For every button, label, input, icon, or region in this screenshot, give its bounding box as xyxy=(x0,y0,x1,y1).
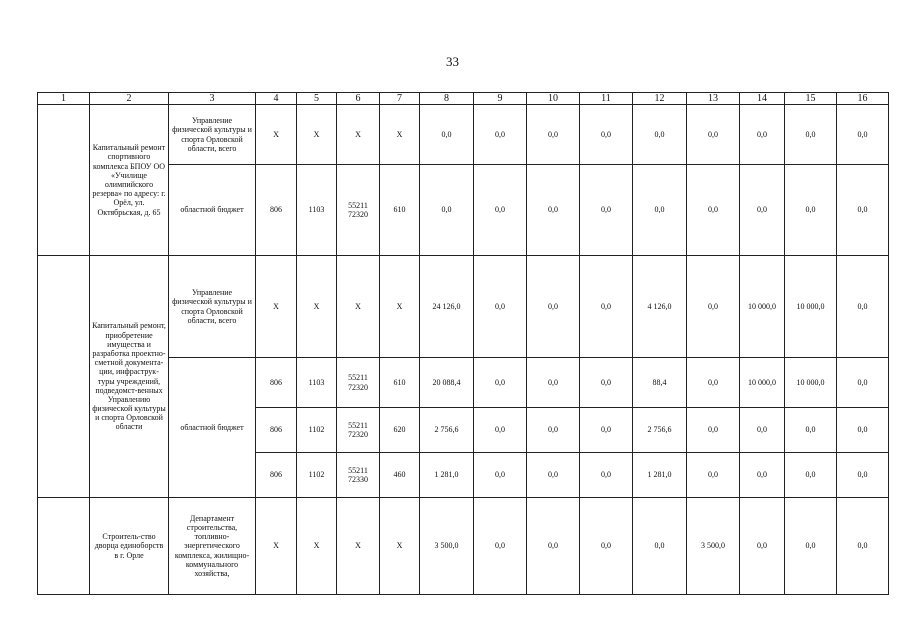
administrator-cell: Управление физической культуры и спорта Орловской области, всего xyxy=(169,256,256,358)
value-cell: 2 756,6 xyxy=(633,408,687,453)
value-cell: 0,0 xyxy=(474,165,527,256)
code-cell: X xyxy=(380,105,420,165)
value-cell: 10 000,0 xyxy=(740,358,785,408)
code-cell: 55211 72320 xyxy=(337,165,380,256)
value-cell: 0,0 xyxy=(527,165,580,256)
code-cell: 1103 xyxy=(297,165,337,256)
code-cell: X xyxy=(297,105,337,165)
value-cell: 1 281,0 xyxy=(633,453,687,498)
column-header: 7 xyxy=(380,93,420,105)
code-cell: 55211 72320 xyxy=(337,358,380,408)
value-cell: 0,0 xyxy=(580,105,633,165)
empty-cell xyxy=(38,105,90,256)
code-cell: X xyxy=(337,256,380,358)
value-cell: 0,0 xyxy=(527,498,580,595)
value-cell: 0,0 xyxy=(580,408,633,453)
administrator-cell: Департамент строительства, топливно-энергетического комплекса, жилищно-коммунального хозяйства, xyxy=(169,498,256,595)
code-cell: 1102 xyxy=(297,408,337,453)
column-header: 1 xyxy=(38,93,90,105)
value-cell: 0,0 xyxy=(740,105,785,165)
value-cell: 0,0 xyxy=(527,453,580,498)
value-cell: 4 126,0 xyxy=(633,256,687,358)
code-cell: X xyxy=(297,498,337,595)
value-cell: 0,0 xyxy=(580,453,633,498)
value-cell: 10 000,0 xyxy=(785,358,837,408)
code-cell: 806 xyxy=(256,165,297,256)
administrator-cell: областной бюджет xyxy=(169,358,256,498)
column-header: 9 xyxy=(474,93,527,105)
code-cell: 460 xyxy=(380,453,420,498)
value-cell: 0,0 xyxy=(580,165,633,256)
code-cell: X xyxy=(380,256,420,358)
column-number-row xyxy=(38,93,889,105)
column-header: 8 xyxy=(420,93,474,105)
column-header: 14 xyxy=(740,93,785,105)
value-cell: 0,0 xyxy=(785,105,837,165)
value-cell: 0,0 xyxy=(687,105,740,165)
value-cell: 0,0 xyxy=(687,256,740,358)
code-cell: X xyxy=(256,256,297,358)
value-cell: 1 281,0 xyxy=(420,453,474,498)
value-cell: 0,0 xyxy=(420,105,474,165)
code-cell: X xyxy=(337,105,380,165)
value-cell: 10 000,0 xyxy=(785,256,837,358)
column-header: 3 xyxy=(169,93,256,105)
table-row xyxy=(38,105,889,165)
column-header: 10 xyxy=(527,93,580,105)
value-cell: 0,0 xyxy=(474,105,527,165)
column-header: 12 xyxy=(633,93,687,105)
code-cell: 620 xyxy=(380,408,420,453)
code-cell: 55211 72320 xyxy=(337,408,380,453)
code-cell: 806 xyxy=(256,358,297,408)
value-cell: 0,0 xyxy=(474,408,527,453)
value-cell: 0,0 xyxy=(785,408,837,453)
value-cell: 2 756,6 xyxy=(420,408,474,453)
value-cell: 0,0 xyxy=(527,256,580,358)
value-cell: 0,0 xyxy=(527,408,580,453)
value-cell: 0,0 xyxy=(474,453,527,498)
budget-table xyxy=(37,92,889,595)
code-cell: X xyxy=(256,498,297,595)
value-cell: 0,0 xyxy=(687,358,740,408)
value-cell: 3 500,0 xyxy=(420,498,474,595)
column-header: 15 xyxy=(785,93,837,105)
object-name: Строитель-ство дворца единоборств в г. Орле xyxy=(90,498,169,595)
code-cell: 1103 xyxy=(297,358,337,408)
code-cell: 806 xyxy=(256,453,297,498)
column-header: 13 xyxy=(687,93,740,105)
value-cell: 0,0 xyxy=(527,105,580,165)
value-cell: 20 088,4 xyxy=(420,358,474,408)
value-cell: 0,0 xyxy=(474,358,527,408)
code-cell: X xyxy=(337,498,380,595)
value-cell: 3 500,0 xyxy=(687,498,740,595)
value-cell: 0,0 xyxy=(474,256,527,358)
value-cell: 0,0 xyxy=(633,498,687,595)
code-cell: 1102 xyxy=(297,453,337,498)
value-cell: 0,0 xyxy=(580,498,633,595)
value-cell: 0,0 xyxy=(633,105,687,165)
code-cell: X xyxy=(256,105,297,165)
value-cell: 0,0 xyxy=(837,105,889,165)
value-cell: 0,0 xyxy=(785,165,837,256)
administrator-cell: областной бюджет xyxy=(169,165,256,256)
value-cell: 0,0 xyxy=(785,453,837,498)
column-header: 11 xyxy=(580,93,633,105)
object-name: Капитальный ремонт спортивного комплекса БПОУ ОО «Училище олимпийского резерва» по адресу: г. Орёл, ул. Октябрьская, д. 65 xyxy=(90,105,169,256)
table-row xyxy=(38,256,889,358)
value-cell: 0,0 xyxy=(527,358,580,408)
page-number: 33 xyxy=(446,54,459,69)
value-cell: 0,0 xyxy=(687,165,740,256)
value-cell: 0,0 xyxy=(837,358,889,408)
code-cell: 55211 72330 xyxy=(337,453,380,498)
code-cell: 610 xyxy=(380,358,420,408)
value-cell: 0,0 xyxy=(837,256,889,358)
value-cell: 0,0 xyxy=(740,408,785,453)
value-cell: 88,4 xyxy=(633,358,687,408)
object-name: Капитальный ремонт, приобретение имущества и разработка проектно-сметной документа-ции, инфраструк-туры учреждений, подведомст-венных Управлению физической культуры и спорта Орловской области xyxy=(90,256,169,498)
code-cell: X xyxy=(380,498,420,595)
value-cell: 10 000,0 xyxy=(740,256,785,358)
empty-cell xyxy=(38,256,90,498)
value-cell: 24 126,0 xyxy=(420,256,474,358)
value-cell: 0,0 xyxy=(580,358,633,408)
value-cell: 0,0 xyxy=(580,256,633,358)
value-cell: 0,0 xyxy=(687,453,740,498)
value-cell: 0,0 xyxy=(740,453,785,498)
column-header: 2 xyxy=(90,93,169,105)
administrator-cell: Управление физической культуры и спорта Орловской области, всего xyxy=(169,105,256,165)
code-cell: 806 xyxy=(256,408,297,453)
value-cell: 0,0 xyxy=(837,165,889,256)
value-cell: 0,0 xyxy=(785,498,837,595)
code-cell: X xyxy=(297,256,337,358)
value-cell: 0,0 xyxy=(837,408,889,453)
value-cell: 0,0 xyxy=(740,498,785,595)
code-cell: 610 xyxy=(380,165,420,256)
column-header: 6 xyxy=(337,93,380,105)
value-cell: 0,0 xyxy=(687,408,740,453)
empty-cell xyxy=(38,498,90,595)
column-header: 16 xyxy=(837,93,889,105)
value-cell: 0,0 xyxy=(633,165,687,256)
value-cell: 0,0 xyxy=(474,498,527,595)
column-header: 4 xyxy=(256,93,297,105)
table-row xyxy=(38,498,889,595)
column-header: 5 xyxy=(297,93,337,105)
value-cell: 0,0 xyxy=(837,498,889,595)
value-cell: 0,0 xyxy=(420,165,474,256)
value-cell: 0,0 xyxy=(740,165,785,256)
value-cell: 0,0 xyxy=(837,453,889,498)
